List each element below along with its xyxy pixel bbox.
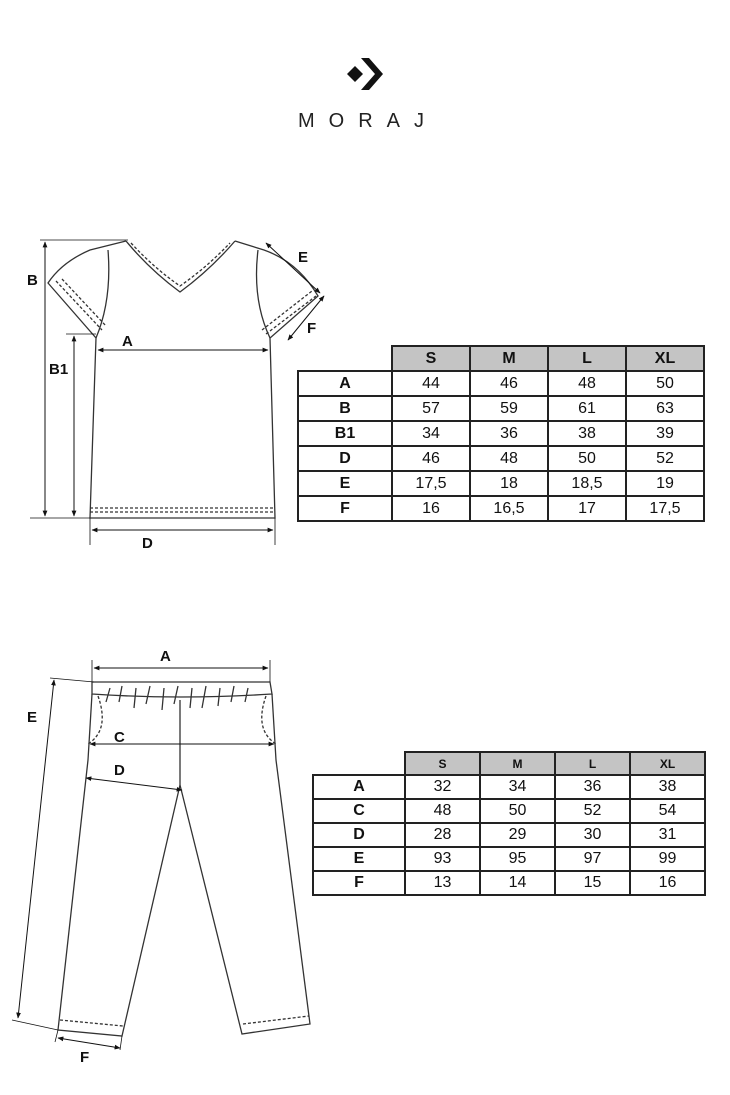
- pants-label-c: C: [114, 729, 125, 746]
- table-cell: 16: [630, 871, 705, 895]
- table-cell: 57: [392, 396, 470, 421]
- pants-measure-lines: [12, 660, 274, 1050]
- row-label: F: [313, 871, 405, 895]
- table-cell: 19: [626, 471, 704, 496]
- table-cell: 17: [548, 496, 626, 521]
- pants-outline: [58, 682, 310, 1036]
- table-cell: 14: [480, 871, 555, 895]
- tshirt-label-a: A: [122, 333, 133, 350]
- table-cell: 52: [555, 799, 630, 823]
- row-label: F: [298, 496, 392, 521]
- pants-label-a: A: [160, 648, 171, 665]
- row-label: C: [313, 799, 405, 823]
- table-cell: 18: [470, 471, 548, 496]
- table-row: [298, 496, 704, 521]
- table-row: [313, 775, 705, 799]
- table-cell: 16,5: [470, 496, 548, 521]
- pants-label-e: E: [27, 709, 38, 726]
- tshirt-outline: [48, 241, 318, 518]
- tshirt-size-table: [297, 345, 705, 522]
- table-cell: 39: [626, 421, 704, 446]
- row-label: B1: [298, 421, 392, 446]
- table-cell: 97: [555, 847, 630, 871]
- table-cell: 48: [470, 446, 548, 471]
- table-cell: 54: [630, 799, 705, 823]
- table-cell: 59: [470, 396, 548, 421]
- pants-label-f: F: [80, 1049, 90, 1066]
- table-cell: 93: [405, 847, 480, 871]
- pants-size-table: [312, 751, 706, 896]
- table-row: [313, 871, 705, 895]
- table-cell: 32: [405, 775, 480, 799]
- table-cell: 36: [555, 775, 630, 799]
- column-header: M: [470, 346, 548, 371]
- table-cell: 18,5: [548, 471, 626, 496]
- table-cell: 17,5: [392, 471, 470, 496]
- table-cell: 29: [480, 823, 555, 847]
- table-cell: 48: [405, 799, 480, 823]
- table-cell: 99: [630, 847, 705, 871]
- column-header: S: [405, 752, 480, 775]
- table-cell: 50: [548, 446, 626, 471]
- table-row: [313, 823, 705, 847]
- table-row: [298, 396, 704, 421]
- row-label: A: [298, 371, 392, 396]
- table-cell: 44: [392, 371, 470, 396]
- table-cell: 34: [392, 421, 470, 446]
- table-cell: 38: [630, 775, 705, 799]
- table-row: [298, 446, 704, 471]
- table-cell: 30: [555, 823, 630, 847]
- table-cell: 46: [470, 371, 548, 396]
- table-cell: 16: [392, 496, 470, 521]
- row-label: D: [313, 823, 405, 847]
- table-corner: [313, 752, 405, 775]
- table-row: [313, 847, 705, 871]
- column-header: S: [392, 346, 470, 371]
- tshirt-label-b1: B1: [49, 361, 69, 378]
- tshirt-label-e: E: [298, 249, 309, 266]
- row-label: E: [298, 471, 392, 496]
- column-header: XL: [630, 752, 705, 775]
- table-cell: 17,5: [626, 496, 704, 521]
- table-cell: 36: [470, 421, 548, 446]
- table-row: [298, 421, 704, 446]
- table-row: [298, 471, 704, 496]
- table-cell: 31: [630, 823, 705, 847]
- table-cell: 50: [626, 371, 704, 396]
- column-header: L: [548, 346, 626, 371]
- table-header-row: [313, 752, 705, 775]
- tshirt-label-d: D: [142, 535, 153, 552]
- brand-name: MORAJ: [298, 110, 438, 132]
- tshirt-measure-lines: [30, 240, 324, 545]
- table-cell: 13: [405, 871, 480, 895]
- row-label: E: [313, 847, 405, 871]
- table-cell: 50: [480, 799, 555, 823]
- row-label: B: [298, 396, 392, 421]
- table-cell: 63: [626, 396, 704, 421]
- table-cell: 95: [480, 847, 555, 871]
- table-cell: 28: [405, 823, 480, 847]
- tshirt-label-f: F: [307, 320, 317, 337]
- column-header: L: [555, 752, 630, 775]
- table-cell: 15: [555, 871, 630, 895]
- table-cell: 34: [480, 775, 555, 799]
- column-header: XL: [626, 346, 704, 371]
- table-row: [313, 799, 705, 823]
- table-corner: [298, 346, 392, 371]
- table-header-row: [298, 346, 704, 371]
- row-label: A: [313, 775, 405, 799]
- tshirt-label-b: B: [27, 272, 38, 289]
- table-cell: 46: [392, 446, 470, 471]
- table-row: [298, 371, 704, 396]
- table-cell: 52: [626, 446, 704, 471]
- pants-label-d: D: [114, 762, 125, 779]
- row-label: D: [298, 446, 392, 471]
- table-cell: 38: [548, 421, 626, 446]
- table-cell: 48: [548, 371, 626, 396]
- column-header: M: [480, 752, 555, 775]
- table-cell: 61: [548, 396, 626, 421]
